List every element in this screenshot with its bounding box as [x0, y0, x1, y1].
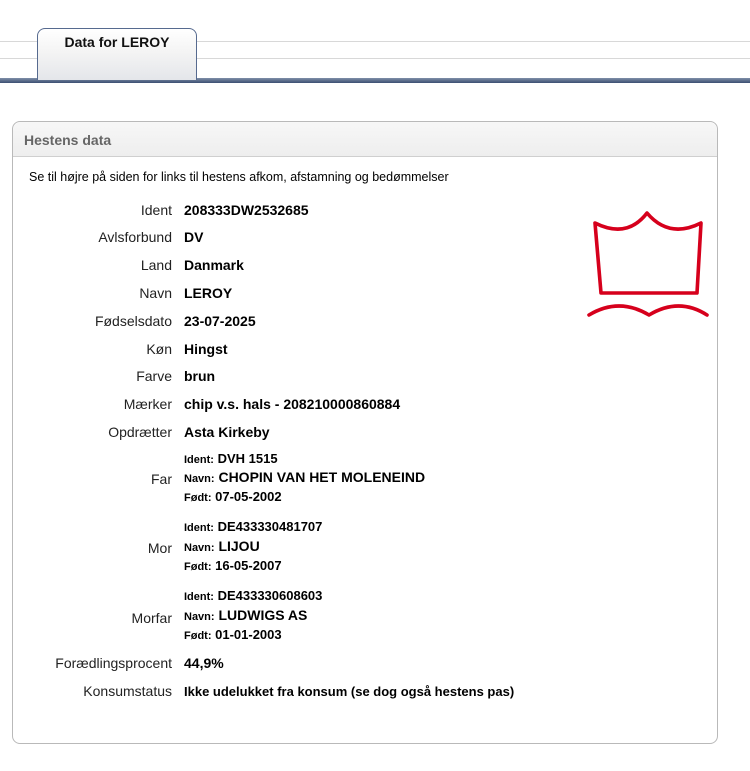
morfar-fodt-value: 01-01-2003: [215, 627, 282, 642]
tab-bar: [0, 0, 750, 86]
mor-fodt: [184, 557, 282, 576]
navn-label: Navn: [139, 285, 172, 301]
maerker-label: Mærker: [123, 396, 172, 412]
far-ident: [184, 450, 278, 469]
ident-label: Ident: [140, 202, 172, 218]
morfar-navn-value: LUDWIGS AS: [218, 607, 308, 623]
foraedlingsprocent-value: 44,9%: [184, 655, 224, 671]
tab-horse-data[interactable]: Data for LEROY: [37, 28, 197, 80]
mor-ident-value: DE433330481707: [217, 519, 323, 534]
maerker-value: chip v.s. hals - 208210000860884: [184, 396, 401, 412]
far-navn-value: CHOPIN VAN HET MOLENEIND: [218, 469, 426, 485]
mor-navn-value: LIJOU: [218, 538, 260, 554]
panel-note: Se til højre på siden for links til hestens afkom, afstamning og bedømmelser: [29, 170, 449, 184]
kon-value: Hingst: [184, 341, 228, 357]
panel-title: Hestens data: [13, 122, 717, 157]
far-navn-key: Navn:: [184, 473, 215, 485]
far-label: Far: [151, 471, 172, 487]
opdraetter-label: Opdrætter: [108, 424, 172, 440]
morfar-navn: [184, 606, 307, 626]
ident-value: 208333DW2532685: [184, 202, 309, 218]
morfar-label: Morfar: [131, 610, 172, 626]
mor-navn: [184, 537, 260, 557]
far-fodt-key: Født:: [184, 492, 212, 504]
farve-value: brun: [184, 368, 216, 384]
opdraetter-value: Asta Kirkeby: [184, 424, 270, 440]
land-value: Danmark: [184, 257, 244, 273]
fodselsdato-label: Fødselsdato: [94, 313, 172, 329]
far-navn: [184, 468, 425, 488]
morfar-fodt: [184, 626, 282, 645]
mor-label: Mor: [147, 540, 172, 556]
morfar-fodt-key: Født:: [184, 630, 212, 642]
morfar-ident-key: Ident:: [184, 591, 214, 603]
morfar-ident-value: DE433330608603: [217, 588, 323, 603]
far-ident-key: Ident:: [184, 454, 214, 466]
avlsforbund-label: Avlsforbund: [98, 229, 172, 245]
waves-icon: [589, 306, 707, 315]
navn-value: LEROY: [184, 285, 233, 301]
horse-data-panel: [12, 121, 718, 744]
foraedlingsprocent-label: Forædlingsprocent: [55, 655, 172, 671]
mor-ident-key: Ident:: [184, 522, 214, 534]
mor-navn-key: Navn:: [184, 542, 215, 554]
farve-label: Farve: [136, 368, 172, 384]
mor-ident: [184, 518, 322, 537]
mor-fodt-key: Født:: [184, 561, 212, 573]
far-fodt: [184, 488, 282, 507]
far-ident-value: DVH 1515: [217, 451, 278, 466]
far-fodt-value: 07-05-2002: [215, 489, 282, 504]
avlsforbund-value: DV: [184, 229, 204, 245]
crown-waves-logo: [587, 211, 711, 333]
morfar-ident: [184, 587, 322, 606]
crown-icon: [595, 213, 701, 293]
kon-label: Køn: [146, 341, 172, 357]
mor-fodt-value: 16-05-2007: [215, 558, 282, 573]
konsumstatus-label: Konsumstatus: [83, 683, 172, 699]
land-label: Land: [140, 257, 172, 273]
morfar-navn-key: Navn:: [184, 611, 215, 623]
fodselsdato-value: 23-07-2025: [184, 313, 256, 329]
konsumstatus-value: Ikke udelukket fra konsum (se dog også hestens pas): [184, 684, 515, 699]
